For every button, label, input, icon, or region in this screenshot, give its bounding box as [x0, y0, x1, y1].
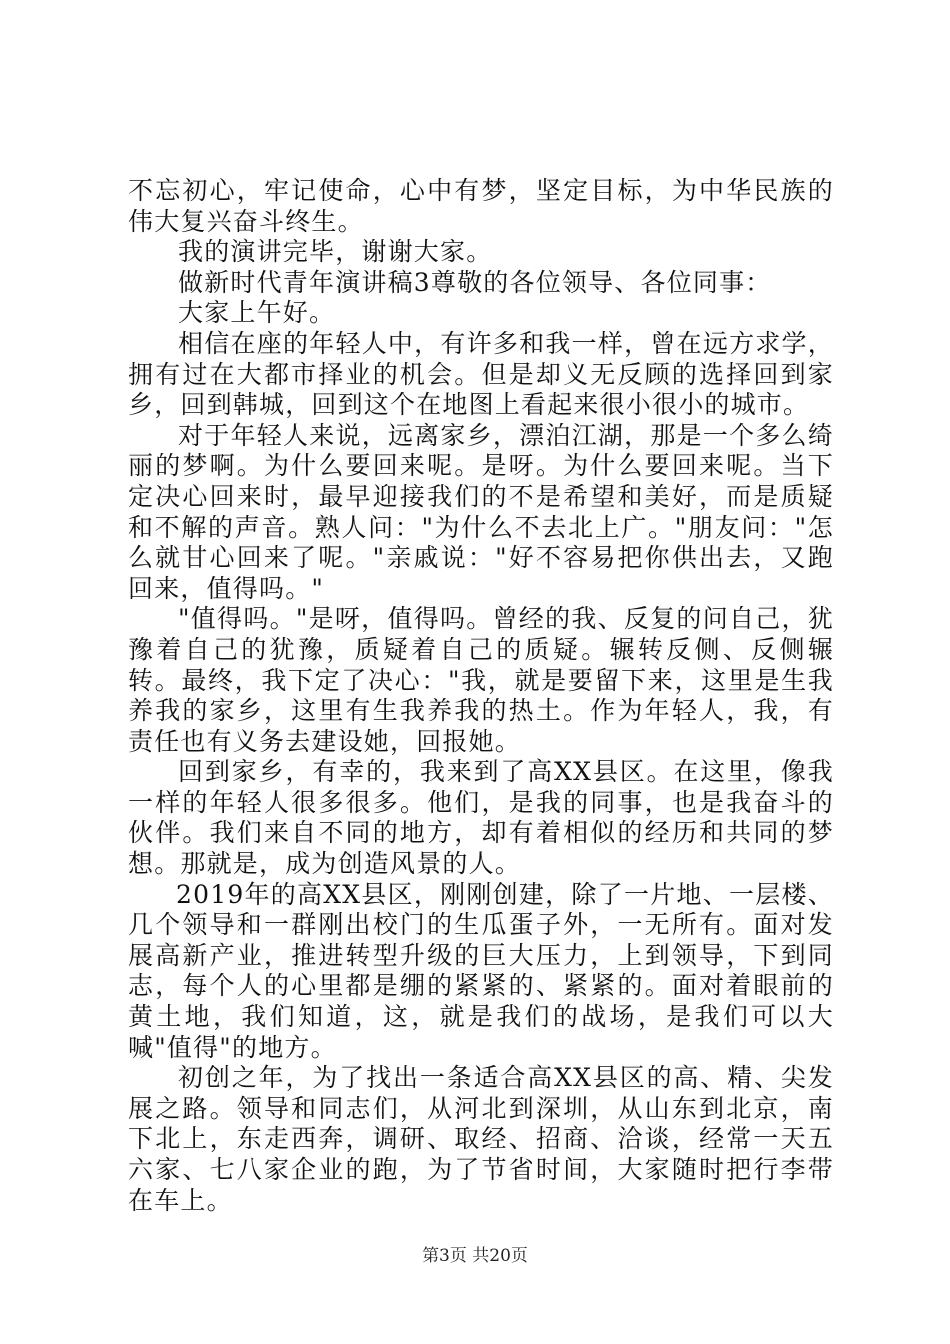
paragraph-8: 回到家乡，有幸的，我来到了高XX县区。在这里，像我一样的年轻人很多很多。他们，是我的同事，也是我奋斗的伙伴。我们来自不同的地方，却有着相似的经历和共同的梦想。那就是，成为创造风景的人。	[128, 757, 834, 879]
paragraph-1: 不忘初心，牢记使命，心中有梦，坚定目标，为中华民族的伟大复兴奋斗终生。	[128, 176, 834, 236]
page-footer: 第3页 共20页	[422, 1246, 528, 1266]
paragraph-3: 做新时代青年演讲稿3尊敬的各位领导、各位同事：	[178, 267, 772, 297]
paragraph-7: "值得吗。"是呀，值得吗。曾经的我、反复的问自己，犹豫着自己的犹豫，质疑着自己的质疑。辗转反侧、反侧辗转。最终，我下定了决心："我，就是要留下来，这里是生我养我的家乡，这里有生我养我的热土。作为年轻人，我，有责任也有义务去建设她，回报她。	[128, 604, 834, 756]
paragraph-6: 对于年轻人来说，远离家乡，漂泊江湖，那是一个多么绮丽的梦啊。为什么要回来呢。是呀。为什么要回来呢。当下定决心回来时，最早迎接我们的不是希望和美好，而是质疑和不解的声音。熟人问："为什么不去北上广。"朋友问："怎么就甘心回来了呢。"亲戚说："好不容易把你供出去，又跑回来，值得吗。"	[128, 420, 834, 603]
document-body	[128, 176, 834, 1216]
paragraph-5: 相信在座的年轻人中，有许多和我一样，曾在远方求学，拥有过在大都市择业的机会。但是却义无反顾的选择回到家乡，回到韩城，回到这个在地图上看起来很小很小的城市。	[128, 328, 834, 420]
paragraph-10: 初创之年，为了找出一条适合高XX县区的高、精、尖发展之路。领导和同志们，从河北到深圳，从山东到北京，南下北上，东走西奔，调研、取经、招商、洽谈，经常一天五六家、七八家企业的跑，为了节省时间，大家随时把行李带在车上。	[128, 1063, 834, 1215]
paragraph-2: 我的演讲完毕，谢谢大家。	[178, 237, 493, 267]
paragraph-4: 大家上午好。	[178, 298, 336, 328]
paragraph-9: 2019年的高XX县区，刚刚创建，除了一片地、一层楼、几个领导和一群刚出校门的生瓜蛋子外，一无所有。面对发展高新产业，推进转型升级的巨大压力，上到领导，下到同志，每个人的心里都是绷的紧紧的、紧紧的。面对着眼前的黄土地，我们知道，这，就是我们的战场，是我们可以大喊"值得"的地方。	[128, 879, 834, 1062]
